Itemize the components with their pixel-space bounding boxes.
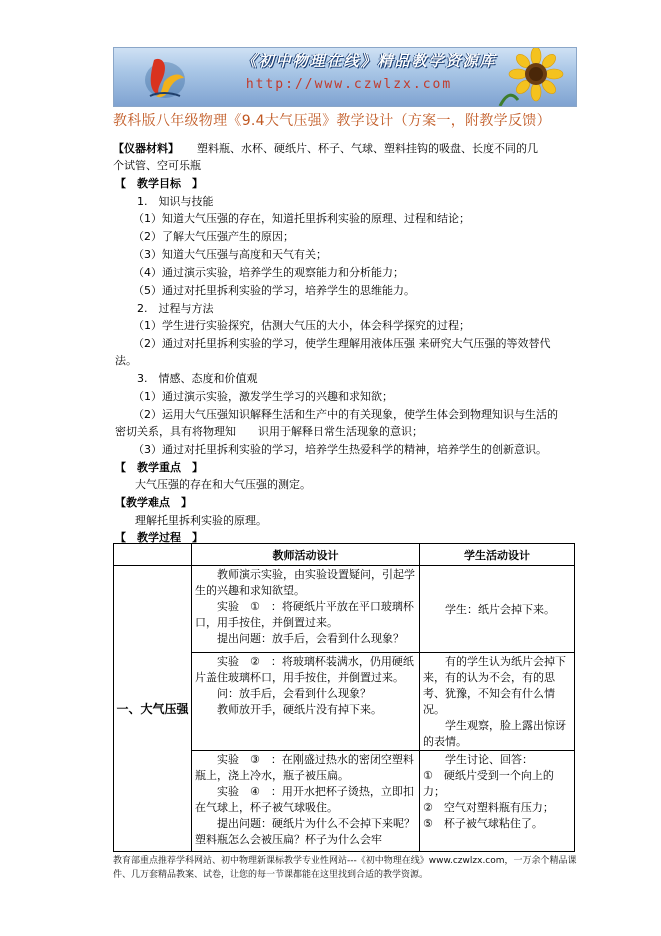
- equipment-text: 塑料瓶、水杯、硬纸片、杯子、气球、塑料挂钩的吸盘、长度不同的几: [197, 142, 538, 155]
- logo-icon: [140, 52, 190, 102]
- process-heading: 【 教学过程 】: [115, 531, 203, 544]
- table-row: [114, 566, 575, 653]
- key-text: 大气压强的存在和大气压强的测定。: [135, 478, 311, 491]
- process-item-cont: 法。: [115, 354, 137, 367]
- site-banner: [113, 47, 577, 107]
- banner-url[interactable]: http://www.czwlzx.com: [245, 77, 453, 92]
- header-cell-blank: [114, 544, 192, 566]
- student-text: 有的学生认为纸片会掉下来，有的认为不会，有的思考、犹豫，不知会有什么情况。: [423, 655, 566, 716]
- banner-title: 《初中物理在线》精品教学资源库: [241, 52, 497, 70]
- teacher-text: 问：放手后，会看到什么现象？: [217, 687, 371, 700]
- student-text: 学生讨论、回答：: [445, 753, 533, 766]
- knowledge-title: 1. 知识与技能: [137, 195, 214, 208]
- attitude-item: （3）通过对托里拆利实验的学习，培养学生热爱科学的精神，培养学生的创新意识。: [133, 443, 547, 456]
- section-label-cell: [114, 566, 192, 852]
- teacher-cell: [192, 751, 420, 852]
- teacher-text: 教师放开手，硬纸片没有掉下来。: [217, 703, 382, 716]
- student-cell: [420, 566, 575, 653]
- student-text: ① 硬纸片受到一个向上的力；: [423, 769, 554, 798]
- student-text: ② 空气对塑料瓶有压力；: [423, 801, 554, 814]
- knowledge-item: （3）知道大气压强与高度和天气有关；: [133, 248, 327, 261]
- attitude-item: （1）通过演示实验，激发学生学习的兴趣和求知欲；: [133, 390, 393, 403]
- table-header-row: [114, 544, 575, 566]
- student-text: ⑤ 杯子被气球粘住了。: [423, 817, 543, 830]
- equipment-label: 【仪器材料】: [113, 142, 179, 155]
- process-item: （1）学生进行实验探究，估测大气压的大小，体会科学探究的过程；: [133, 319, 470, 332]
- sunflower-icon: [496, 48, 574, 106]
- teacher-text: 实验 ② ：将玻璃杯装满水，仍用硬纸片盖住玻璃杯口，用手按住，并倒置过来。: [195, 655, 414, 684]
- student-cell: [420, 751, 575, 852]
- attitude-item-cont: 密切关系，具有将物理知 识用于解释日常生活现象的意识；: [115, 425, 423, 438]
- attitude-title: 3. 情感、态度和价值观: [137, 372, 258, 385]
- equipment-line: [113, 140, 538, 157]
- teaching-process-table: [113, 543, 575, 852]
- difficulty-heading: 【教学难点 】: [115, 496, 192, 509]
- student-text: 学生观察，脸上露出惊讶的表情。: [423, 719, 566, 748]
- teacher-cell: [192, 566, 420, 653]
- header-teacher: 教师活动设计: [192, 544, 420, 566]
- key-heading: 【 教学重点 】: [115, 461, 203, 474]
- knowledge-item: （5）通过对托里拆利实验的学习，培养学生的思维能力。: [133, 284, 415, 297]
- teacher-text: 实验 ① ：将硬纸片平放在平口玻璃杯口，用手按住，并倒置过来。: [195, 600, 414, 629]
- equipment-text-2: 个试管、空可乐瓶: [113, 159, 201, 172]
- teacher-text: 提出问题：硬纸片为什么不会掉下来呢？塑料瓶怎么会被压扁？杯子为什么会牢: [195, 817, 415, 846]
- section-label: 一、大气压强: [116, 702, 189, 716]
- student-cell: [420, 653, 575, 751]
- knowledge-item: （2）了解大气压强产生的原因；: [133, 230, 294, 243]
- teacher-text: 实验 ③ ：在刚盛过热水的密闭空塑料瓶上，浇上冷水，瓶子被压扁。: [195, 753, 414, 782]
- page-title: 教科版八年级物理《9.4大气压强》教学设计（方案一，附教学反馈）: [113, 113, 551, 129]
- teacher-text: 提出问题：放手后，会看到什么现象？: [217, 632, 404, 645]
- knowledge-item: （1）知道大气压强的存在，知道托里拆利实验的原理、过程和结论；: [133, 212, 470, 225]
- difficulty-text: 理解托里拆利实验的原理。: [135, 514, 267, 527]
- page-footer: 教育部重点推荐学科网站、初中物理新课标教学专业性网站---《初中物理在线》www.czwlzx.com，一万余个精品课件、几万套精品教案、试卷，让您的每一节课都能在这里找到合适的教学资源。: [113, 856, 577, 880]
- student-text: 学生：纸片会掉下来。: [445, 602, 555, 616]
- teacher-cell: [192, 653, 420, 751]
- attitude-item: （2）运用大气压强知识解释生活和生产中的有关现象，使学生体会到物理知识与生活的: [133, 408, 558, 421]
- process-title: 2. 过程与方法: [137, 302, 214, 315]
- header-student: 学生活动设计: [420, 544, 575, 566]
- process-item: （2）通过对托里拆利实验的学习，使学生理解用液体压强 来研究大气压强的等效替代: [133, 337, 551, 350]
- teacher-text: 教师演示实验，由实验设置疑问，引起学生的兴趣和求知欲望。: [195, 568, 415, 597]
- knowledge-item: （4）通过演示实验，培养学生的观察能力和分析能力；: [133, 266, 404, 279]
- objectives-heading: 【 教学目标 】: [115, 177, 203, 190]
- teacher-text: 实验 ④ ：用开水把杯子烫热，立即扣在气球上，杯子被气球吸住。: [195, 785, 414, 814]
